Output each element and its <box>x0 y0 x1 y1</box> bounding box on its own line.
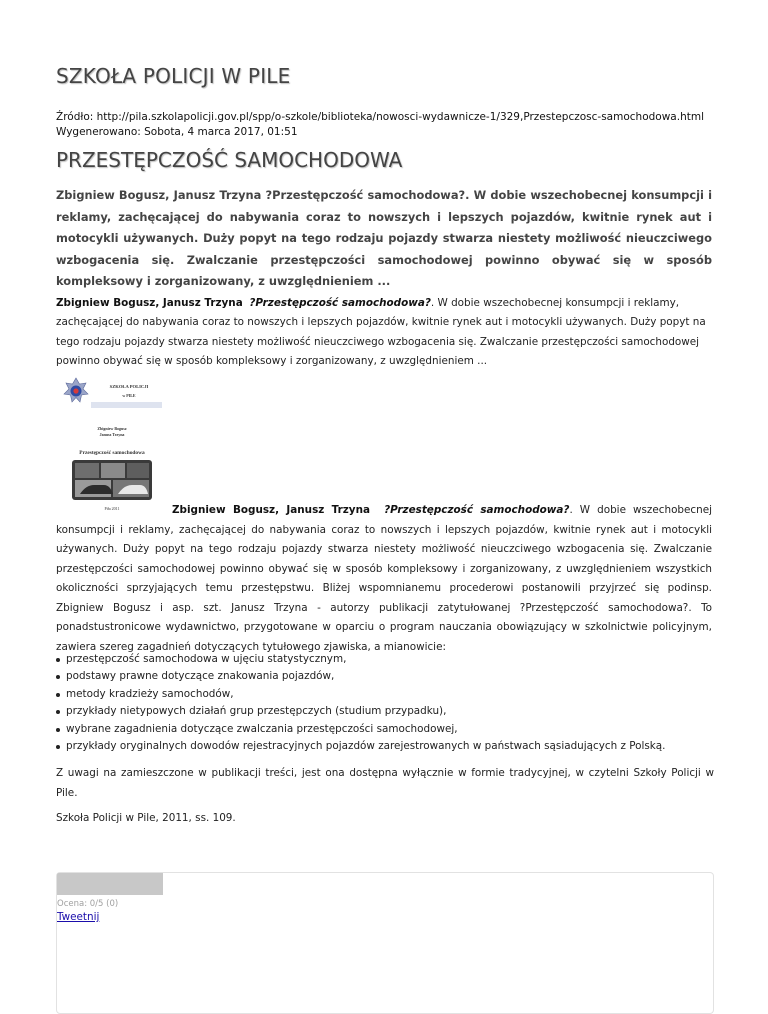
authors-repeat: Zbigniew Bogusz, Janusz Trzyna <box>172 504 370 516</box>
cover-title: Przestępczość samochodowa <box>79 450 145 456</box>
list-item: przestępczość samochodowa w ujęciu statystycznym, <box>56 651 716 668</box>
cover-footer: Piła 2011 <box>104 506 120 511</box>
generated-line: Wygenerowano: Sobota, 4 marca 2017, 01:51 <box>56 126 298 138</box>
publication-info: Szkoła Policji w Pile, 2011, ss. 109. <box>56 812 236 824</box>
car-collage-image <box>72 460 152 500</box>
rating-text: Ocena: 0/5 (0) <box>57 899 119 909</box>
cover-author2: Janusz Trzyna <box>99 432 125 437</box>
cover-city: w PILE <box>122 393 136 398</box>
description-paragraph <box>56 501 712 657</box>
cover-school: SZKOŁA POLICJI <box>109 384 149 389</box>
list-item: metody kradzieży samochodów, <box>56 686 716 703</box>
article-title: PRZESTĘPCZOŚĆ SAMOCHODOWA <box>56 148 403 172</box>
document-meta <box>56 110 704 140</box>
list-item: wybrane zagadnienia dotyczące zwalczania przestępczości samochodowej, <box>56 721 716 738</box>
list-item: przykłady oryginalnych dowodów rejestracyjnych pojazdów zarejestrowanych w państwach sąsiadujących z Polską. <box>56 738 716 755</box>
rating-stars-bar[interactable] <box>57 873 163 895</box>
police-star-icon <box>64 378 88 402</box>
book-title: ?Przestępczość samochodowa? <box>249 297 431 309</box>
intro-paragraph <box>56 294 714 372</box>
rating-panel <box>56 872 714 1014</box>
book-cover-image <box>58 370 166 514</box>
description-text: . W dobie wszechobecnej konsumpcji i reklamy, zachęcającej do nabywania coraz to nowszych i lepszych pojazdów, kwitnie rynek aut i motocykli używanych. Duży popyt na tego rodzaju pojazdy stwarza niestety możliwość nieuczciwego wzbogacenia się. Zwalczanie przestępczości samochodowej powinno obywać się w sposób kompleksowy i zorganizowany, z uwzględnieniem wszystkich okoliczności sprzyjających temu przestępstwu. Bliżej wspomnianemu procederowi postanowili przyjrzeć się podinsp. Zbigniew Bogusz i asp. szt. Janusz Trzyna - autorzy publikacji zatytułowanej ?Przestępczość samochodowa?. To ponadstustronicowe wydawnictwo, przygotowane w oparciu o program nauczania obowiązujący w szkolnictwie policyjnym, zawiera szereg zagadnień dotyczących tytułowego zjawiska, a mianowicie: <box>56 504 713 653</box>
topics-list <box>56 651 716 755</box>
site-title: SZKOŁA POLICJI W PILE <box>56 64 291 88</box>
list-item: podstawy prawne dotyczące znakowania pojazdów, <box>56 668 716 685</box>
list-item: przykłady nietypowych działań grup przestępczych (studium przypadku), <box>56 703 716 720</box>
book-title-repeat: ?Przestępczość samochodowa? <box>384 504 570 516</box>
intro-text: . W dobie wszechobecnej konsumpcji i reklamy, zachęcającej do nabywania coraz to nowszych i lepszych pojazdów, kwitnie rynek aut i motocykli używanych. Duży popyt na tego rodzaju pojazdy stwarza niestety możliwość nieuczciwego wzbogacenia się. Zwalczanie przestępczości samochodowej powinno obywać się w sposób kompleksowy i zorganizowany, z uwzględnieniem ... <box>56 297 706 368</box>
availability-paragraph: Z uwagi na zamieszczone w publikacji treści, jest ona dostępna wyłącznie w formie tradycyjnej, w czytelni Szkoły Policji w Pile. <box>56 767 714 799</box>
authors: Zbigniew Bogusz, Janusz Trzyna <box>56 297 243 309</box>
cover-author1: Zbigniew Bogusz <box>97 426 127 431</box>
article-lead: Zbigniew Bogusz, Janusz Trzyna ?Przestępczość samochodowa?. W dobie wszechobecnej konsumpcji i reklamy, zachęcającej do nabywania coraz to nowszych i lepszych pojazdów, kwitnie rynek aut i motocykli używanych. Duży popyt na tego rodzaju pojazdy stwarza niestety możliwość nieuczciwego wzbogacenia się. Zwalczanie przestępczości samochodowej powinno obywać się w sposób kompleksowy i zorganizowany, z uwzględnieniem ... <box>56 188 712 288</box>
tweet-link[interactable]: Tweetnij <box>57 911 100 923</box>
source-line: Źródło: http://pila.szkolapolicji.gov.pl/spp/o-szkole/biblioteka/nowosci-wydawnicze-1/329,Przestepczosc-samochodowa.html <box>56 111 704 123</box>
